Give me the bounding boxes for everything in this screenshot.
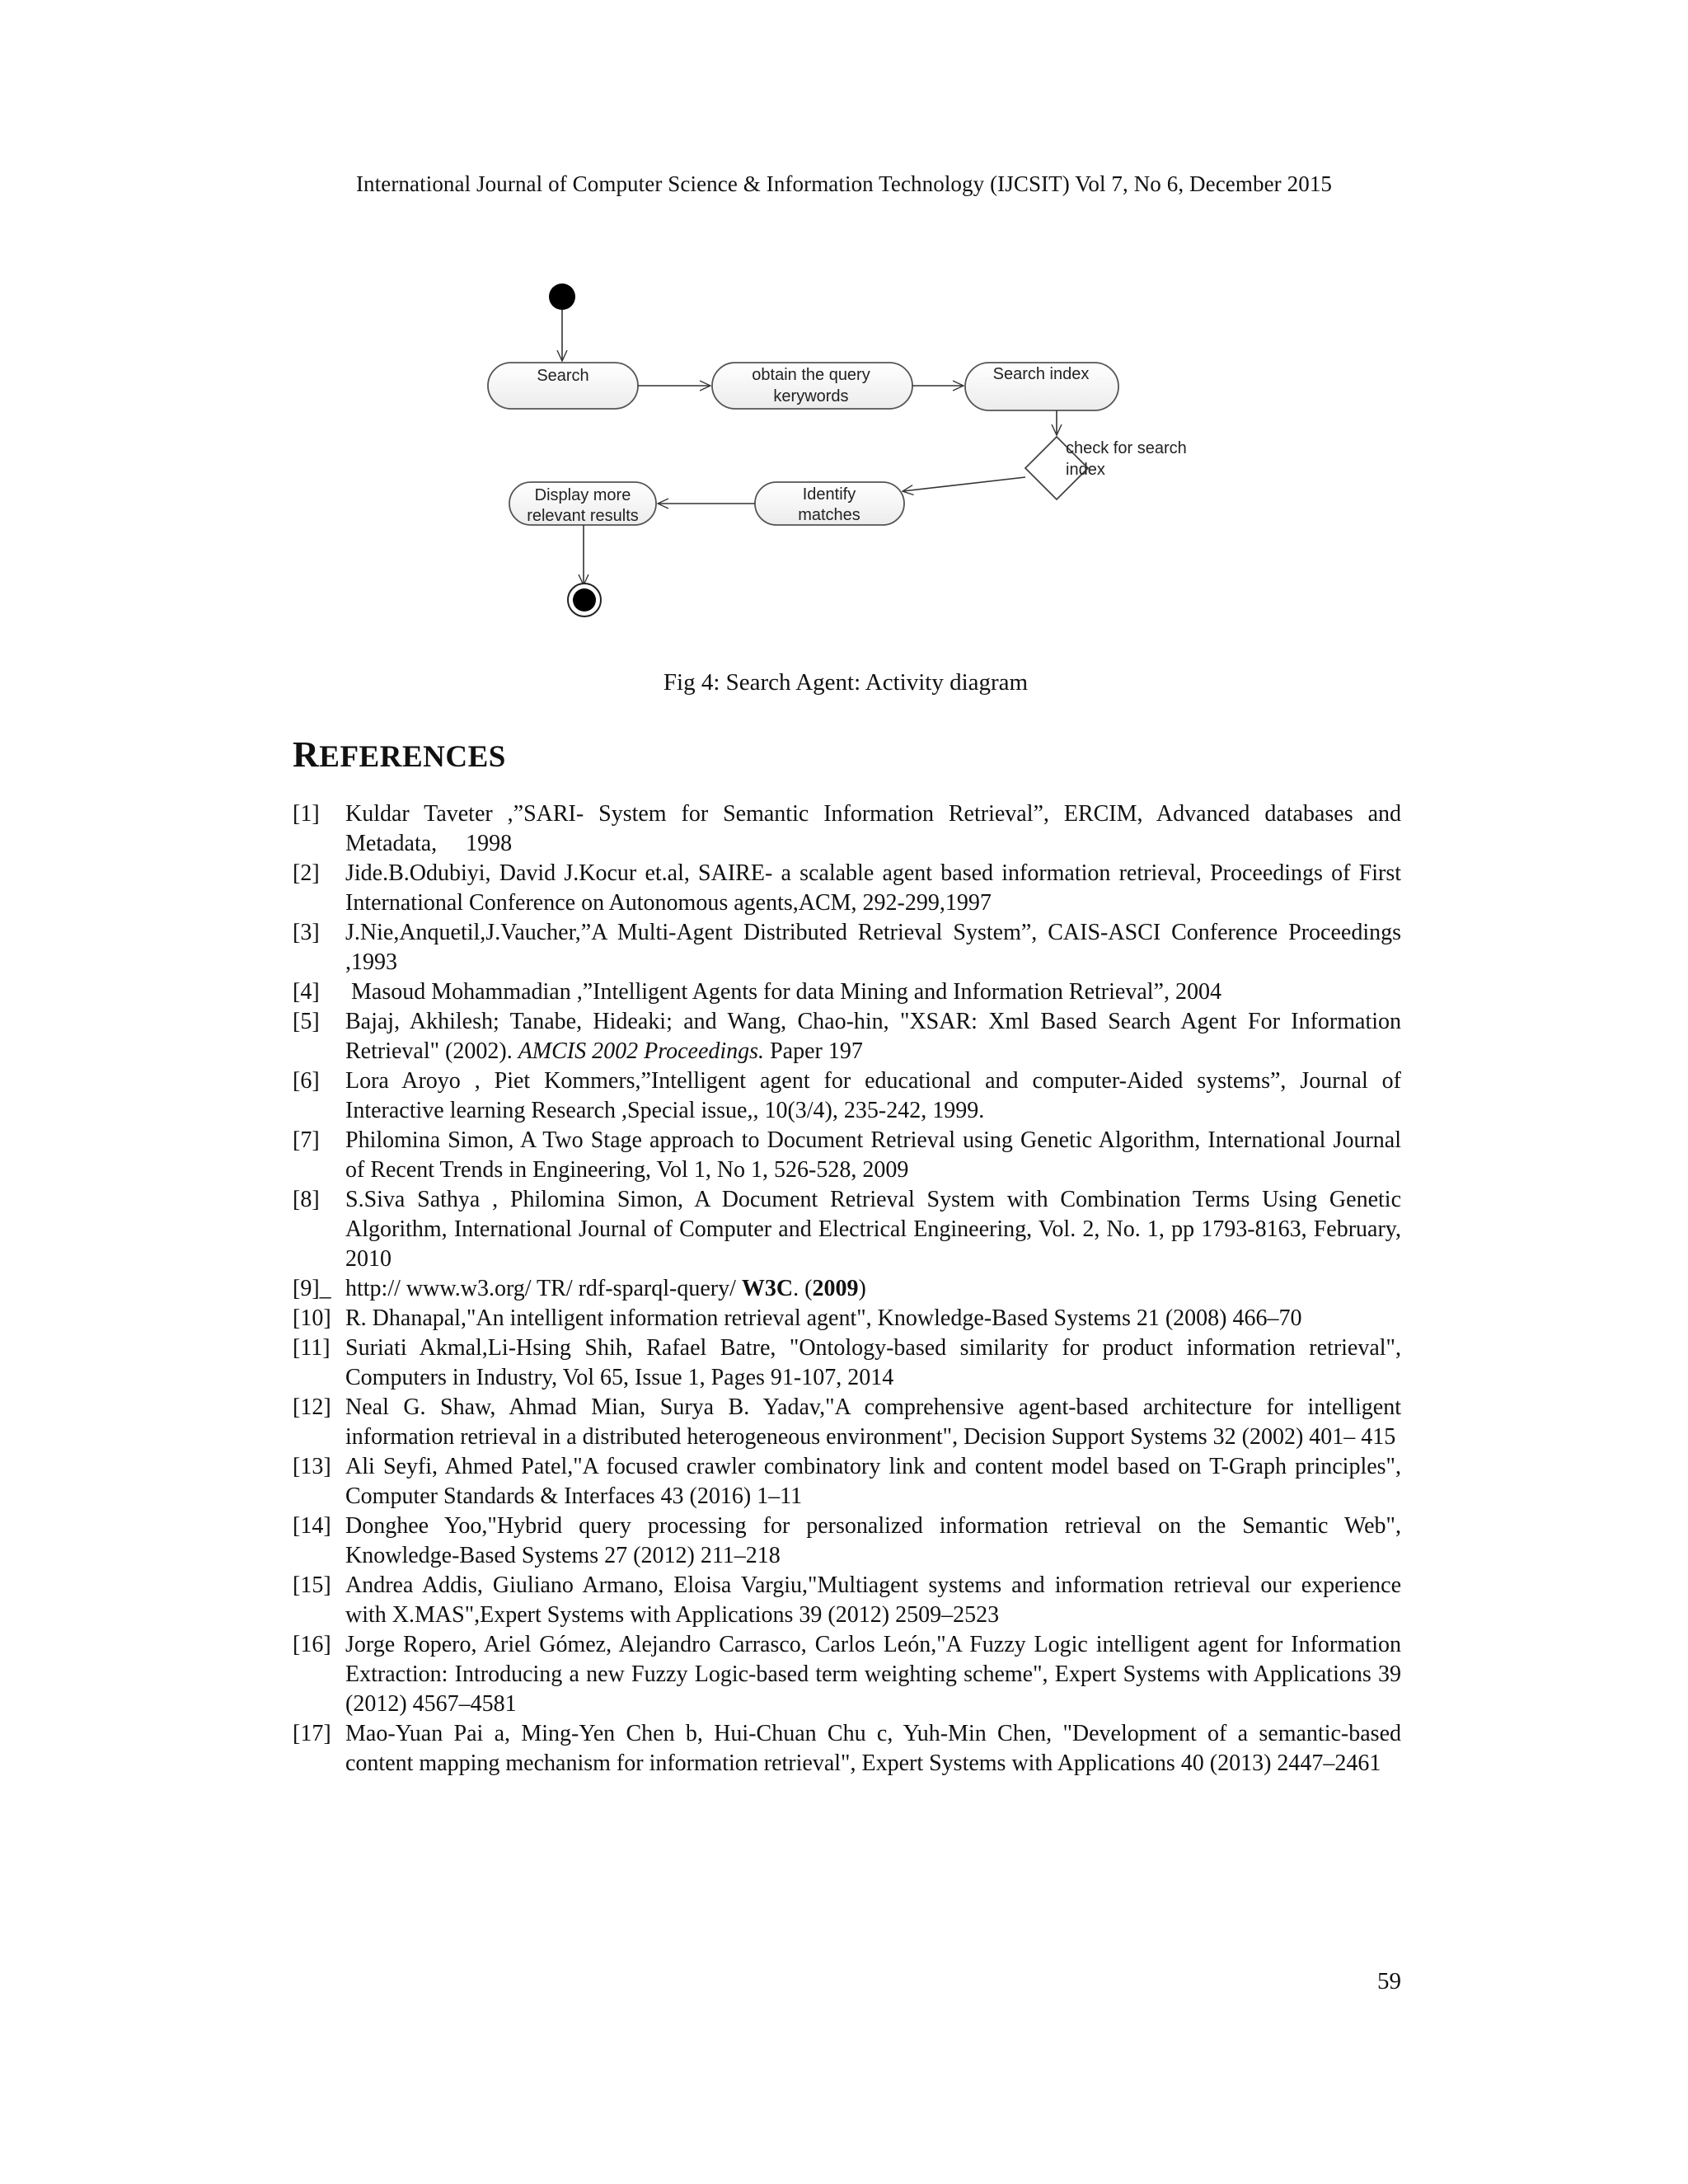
reference-item	[293, 1630, 1401, 1719]
activity-obtain-label-2: kerywords	[773, 387, 849, 405]
page-number: 59	[1377, 1968, 1401, 1994]
figure-caption: Fig 4: Search Agent: Activity diagram	[663, 669, 1029, 696]
reference-item	[293, 1511, 1401, 1571]
reference-text: Lora Aroyo , Piet Kommers,”Intelligent agent for educational and computer-Aided systems”, Journal of Interactive learning Research ,Special issue,, 10(3/4), 235-242, 1999.	[345, 1068, 1401, 1123]
reference-number: [16]	[293, 1632, 331, 1657]
reference-item	[293, 1007, 1401, 1066]
reference-item	[293, 918, 1401, 977]
reference-venue-italic: AMCIS 2002 Proceedings.	[518, 1038, 765, 1064]
reference-item	[293, 1126, 1401, 1185]
reference-text: Bajaj, Akhilesh; Tanabe, Hideaki; and Wang, Chao-hin, "XSAR: Xml Based Search Agent For Information Retrieval" (2002). AMCIS 2002 Proceedings. Paper 197	[345, 1009, 1401, 1064]
activity-diagram	[478, 272, 1220, 635]
reference-item	[293, 1571, 1401, 1630]
reference-item	[293, 1185, 1401, 1274]
reference-number: [1]	[293, 801, 320, 827]
reference-number: [11]	[293, 1335, 331, 1361]
reference-text: Ali Seyfi, Ahmed Patel,"A focused crawler combinatory link and content model based on T-Graph principles", Computer Standards & Interfaces 43 (2016) 1–11	[345, 1454, 1401, 1509]
activity-display-label-2: relevant results	[527, 507, 639, 525]
reference-text: Kuldar Taveter ,”SARI- System for Semantic Information Retrieval”, ERCIM, Advanced databases and Metadata, 1998	[345, 801, 1401, 856]
reference-number: [4]	[293, 979, 320, 1005]
reference-number: [17]	[293, 1721, 331, 1746]
reference-number: [7]	[293, 1127, 320, 1153]
activity-display-label-1: Display more	[534, 486, 631, 504]
section-heading-initial: R	[293, 734, 320, 775]
reference-number: [5]	[293, 1009, 320, 1034]
reference-item	[293, 1304, 1401, 1333]
reference-url[interactable]: http:// www.w3.org/ TR/ rdf-sparql-query/	[345, 1276, 742, 1301]
reference-text: http:// www.w3.org/ TR/ rdf-sparql-query/ W3C. (2009)	[345, 1276, 866, 1301]
reference-text: Mao-Yuan Pai a, Ming-Yen Chen b, Hui-Chuan Chu c, Yuh-Min Chen, "Development of a semantic-based content mapping mechanism for information retrieval", Expert Systems with Applications 40 (2013) 2447–2461	[345, 1721, 1401, 1776]
reference-text: Suriati Akmal,Li-Hsing Shih, Rafael Batre, "Ontology-based similarity for product information retrieval", Computers in Industry, Vol 65, Issue 1, Pages 91-107, 2014	[345, 1335, 1401, 1390]
reference-number: [8]	[293, 1187, 320, 1212]
section-heading-rest: EFERENCES	[319, 740, 506, 774]
section-heading-references	[293, 733, 506, 776]
reference-text: Masoud Mohammadian ,”Intelligent Agents for data Mining and Information Retrieval”, 2004	[345, 979, 1221, 1005]
end-node-inner	[573, 588, 596, 612]
reference-item	[293, 1452, 1401, 1511]
flow-check-to-identify	[903, 477, 1025, 491]
reference-text: Donghee Yoo,"Hybrid query processing for personalized information retrieval on the Semantic Web", Knowledge-Based Systems 27 (2012) 211–218	[345, 1513, 1401, 1568]
decision-label-2: index	[1066, 461, 1105, 479]
reference-item	[293, 859, 1401, 918]
activity-search-index-label: Search index	[992, 365, 1090, 383]
reference-item	[293, 799, 1401, 859]
activity-identify-label-2: matches	[798, 506, 860, 524]
activity-identify-label-1: Identify	[802, 485, 856, 504]
reference-number: [6]	[293, 1068, 320, 1094]
reference-number: [9]_	[293, 1276, 331, 1301]
reference-number: [10]	[293, 1305, 331, 1331]
reference-text: S.Siva Sathya , Philomina Simon, A Document Retrieval System with Combination Terms Using Genetic Algorithm, International Journal of Computer and Electrical Engineering, Vol. 2, No. 1, pp 1793-8163, February, 2010	[345, 1187, 1401, 1272]
reference-item	[293, 1333, 1401, 1393]
reference-number: [15]	[293, 1572, 331, 1598]
activity-search-label: Search	[537, 367, 589, 385]
reference-text: Neal G. Shaw, Ahmad Mian, Surya B. Yadav,"A comprehensive agent-based architecture for intelligent information retrieval in a distributed heterogeneous environment", Decision Support Systems 32 (2002) 401– 415	[345, 1394, 1401, 1450]
reference-item	[293, 1393, 1401, 1452]
reference-number: [2]	[293, 860, 320, 886]
reference-text: R. Dhanapal,"An intelligent information retrieval agent", Knowledge-Based Systems 21 (2008) 466–70	[345, 1305, 1302, 1331]
reference-text: Jide.B.Odubiyi, David J.Kocur et.al, SAIRE- a scalable agent based information retrieval, Proceedings of First International Conference on Autonomous agents,ACM, 292-299,1997	[345, 860, 1401, 916]
reference-item	[293, 1274, 1401, 1304]
reference-number: [13]	[293, 1454, 331, 1479]
activity-obtain-label-1: obtain the query	[752, 366, 870, 384]
reference-text: Andrea Addis, Giuliano Armano, Eloisa Vargiu,"Multiagent systems and information retrieval our experience with X.MAS",Expert Systems with Applications 39 (2012) 2509–2523	[345, 1572, 1401, 1628]
start-node	[549, 284, 575, 310]
reference-number: [14]	[293, 1513, 331, 1539]
reference-item	[293, 1719, 1401, 1779]
reference-text: J.Nie,Anquetil,J.Vaucher,”A Multi-Agent Distributed Retrieval System”, CAIS-ASCI Conference Proceedings ,1993	[345, 920, 1401, 975]
decision-label-1: check for search	[1066, 439, 1187, 457]
reference-item	[293, 977, 1401, 1007]
reference-number: [12]	[293, 1394, 331, 1420]
reference-text: Philomina Simon, A Two Stage approach to Document Retrieval using Genetic Algorithm, International Journal of Recent Trends in Engineering, Vol 1, No 1, 526-528, 2009	[345, 1127, 1401, 1183]
running-header: International Journal of Computer Science & Information Technology (IJCSIT) Vol 7, No 6, December 2015	[355, 171, 1333, 196]
reference-number: [3]	[293, 920, 320, 945]
reference-list	[293, 799, 1401, 1779]
reference-item	[293, 1066, 1401, 1126]
reference-text: Jorge Ropero, Ariel Gómez, Alejandro Carrasco, Carlos León,"A Fuzzy Logic intelligent agent for Information Extraction: Introducing a new Fuzzy Logic-based term weighting scheme", Expert Systems with Applications 39 (2012) 4567–4581	[345, 1632, 1401, 1717]
